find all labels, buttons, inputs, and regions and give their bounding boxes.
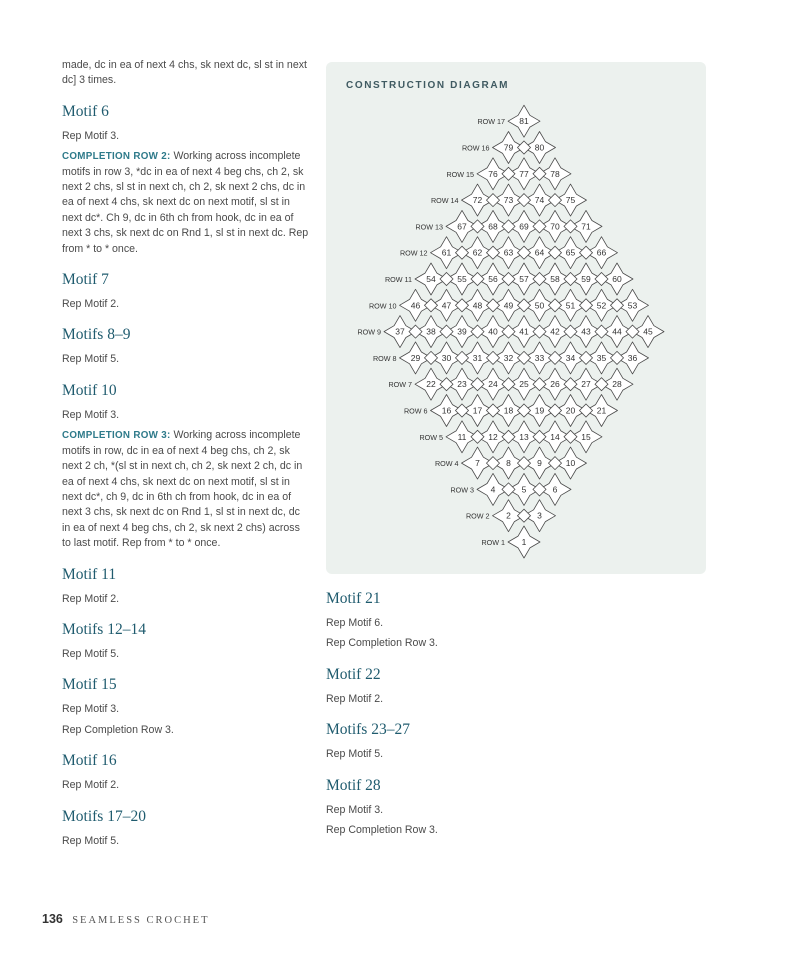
construction-diagram [326,62,706,574]
motif-number: 65 [565,247,576,258]
motif-number: 5 [521,484,527,495]
row-label: ROW 6 [403,406,428,416]
heading-motifs-12-14: Motifs 12–14 [62,620,146,638]
motif-number: 69 [519,221,529,232]
motif-number: 10 [565,458,576,469]
motif-number: 35 [596,352,607,363]
motif-number: 62 [472,247,483,258]
motif-number: 28 [612,379,622,390]
join-diamond [409,325,422,338]
heading-motif-11: Motif 11 [62,565,117,583]
left-column [62,58,310,854]
motif-number: 68 [488,221,498,232]
join-diamond [487,299,500,312]
motif-number: 38 [426,326,436,337]
motif-number: 22 [426,379,436,390]
join-diamond [487,194,500,207]
row-label: ROW 10 [368,301,397,311]
motif-number: 77 [519,168,529,179]
join-diamond [471,220,484,233]
motif-number: 78 [550,168,560,179]
motif-number: 46 [410,300,421,311]
join-diamond [595,325,608,338]
join-diamond [626,325,639,338]
motif-number: 42 [550,326,560,337]
join-diamond [518,351,531,364]
heading-motifs-8-9: Motifs 8–9 [62,326,131,344]
motif-number: 16 [441,405,452,416]
motifs-17-20-text: Rep Motif 5. [62,834,120,847]
motifs-8-9-text: Rep Motif 5. [62,353,120,366]
join-diamond [425,299,438,312]
join-diamond [487,457,500,470]
motif-number: 73 [503,195,514,206]
join-diamond [502,220,515,233]
page-footer [42,912,210,926]
join-diamond [580,404,593,417]
motif-number: 19 [534,405,545,416]
right-column [326,590,626,843]
motif-number: 2 [506,510,511,521]
book-title: SEAMLESS CROCHET [72,915,210,926]
motif-21-text-2: Rep Completion Row 3. [326,637,438,650]
heading-motif-28: Motif 28 [326,776,381,794]
motif-number: 81 [519,116,529,127]
join-diamond [518,509,531,522]
join-diamond [487,246,500,259]
motif-number: 18 [503,405,514,416]
intro-text: made, dc in ea of next 4 chs, sk next dc, sl st in next dc] 3 times. [62,59,307,87]
motif-number: 24 [488,379,498,390]
motif-number: 80 [534,142,545,153]
join-diamond [471,273,484,286]
join-diamond [487,351,500,364]
motif-number: 17 [472,405,483,416]
motif-number: 4 [490,484,496,495]
motif-number: 12 [488,431,498,442]
row-label: ROW 17 [477,117,505,127]
join-diamond [502,430,515,443]
row-label: ROW 15 [446,169,474,179]
motif-number: 13 [519,431,529,442]
row-label: ROW 16 [461,143,490,153]
heading-motif-21: Motif 21 [326,590,381,607]
join-diamond [595,378,608,391]
motif-number: 47 [441,300,452,311]
join-diamond [440,273,453,286]
motif-number: 74 [534,195,545,206]
motif-number: 58 [550,274,560,284]
join-diamond [518,246,531,259]
join-diamond [580,246,593,259]
row-label: ROW 9 [357,327,381,337]
motif-number: 3 [537,510,542,521]
motif-number: 11 [457,431,467,442]
motif-number: 20 [565,405,576,416]
row-label: ROW 4 [434,459,459,469]
join-diamond [471,430,484,443]
motif-number: 26 [550,379,560,390]
motifs-12-14-text: Rep Motif 5. [62,647,120,660]
join-diamond [611,299,624,312]
join-diamond [580,351,593,364]
heading-motifs-17-20: Motifs 17–20 [62,807,146,825]
motif-10-text: Rep Motif 3. [62,408,120,421]
motif-number: 70 [550,221,560,232]
join-diamond [502,325,515,338]
motif-number: 7 [475,458,480,469]
motif-number: 9 [537,458,542,469]
join-diamond [549,246,562,259]
motif-number: 67 [457,221,467,232]
completion-row-3 [62,428,310,551]
completion-row-3-text: Working across incomplete motifs in row, dc in ea of next 4 beg chs, ch 2, sk next 2 ch, *(sl st in next ch, ch 2, sk next 2 ch, dc in ea of next 4 chs, sk next dc on next motif, sl st in next dc*, ch 9, dc in 6th ch from hook, dc in ea of next 3 chs, sk next dc on Rnd 1, sl st in next dc, dc in ea of next 4 beg chs, ch 2, sk next 2 chs) across to last motif. Rep from * to * once. [62,429,303,550]
join-diamond [456,351,469,364]
row-label: ROW 1 [481,538,505,547]
join-diamond [518,299,531,312]
motif-28-text-1: Rep Motif 3. [326,803,384,816]
motif-number: 52 [596,300,607,311]
motif-number: 76 [488,168,498,179]
row-label: ROW 3 [450,485,474,495]
construction-diagram-panel [326,62,706,574]
motif-number: 72 [472,195,483,206]
motif-number: 21 [596,405,607,416]
row-label: ROW 11 [384,275,412,284]
motif-number: 56 [488,274,498,284]
motif-number: 40 [488,326,498,337]
join-diamond [564,430,577,443]
diagram-title: CONSTRUCTION DIAGRAM [346,80,510,91]
motif-number: 15 [581,431,591,442]
motif-number: 51 [565,300,576,311]
motif-15-text-2: Rep Completion Row 3. [62,723,174,736]
motif-number: 37 [395,326,405,337]
motif-number: 79 [503,142,514,153]
join-diamond [533,220,546,233]
motif-15-text-1: Rep Motif 3. [62,703,120,716]
join-diamond [533,430,546,443]
motif-21-text-1: Rep Motif 6. [326,617,384,629]
join-diamond [549,351,562,364]
join-diamond [518,141,531,154]
motif-number: 32 [503,352,514,363]
motif-number: 8 [506,458,511,469]
heading-motif-15: Motif 15 [62,676,117,694]
row-label: ROW 13 [415,222,443,232]
motif-number: 71 [581,221,591,232]
motif-number: 54 [426,274,436,284]
row-label: ROW 8 [372,353,397,363]
heading-motifs-23-27: Motifs 23–27 [326,721,410,739]
join-diamond [471,378,484,391]
motif-number: 60 [612,274,622,284]
motif-number: 31 [472,352,483,363]
join-diamond [456,404,469,417]
join-diamond [471,325,484,338]
join-diamond [564,220,577,233]
join-diamond [564,325,577,338]
join-diamond [487,404,500,417]
row-label: ROW 2 [465,511,490,521]
join-diamond [533,273,546,286]
completion-row-2-text: Working across incomplete motifs in row 3, *dc in ea of next 4 beg chs, ch 2, sk next 2 chs, sl st in next ch, ch 2, sk next 2 chs, dc in ea of next 4 chs, sk next dc on next motif, sl st in next dc*. Ch 9, dc in 6th ch from hook, dc in ea of next 3 chs, sk next dc on Rnd 1, sl st in next dc. Rep from * to * once. [62,150,309,255]
join-diamond [564,273,577,286]
motif-number: 75 [565,195,576,206]
join-diamond [518,194,531,207]
motif-7-text: Rep Motif 2. [62,298,120,311]
heading-motif-6: Motif 6 [62,102,109,120]
join-diamond [549,299,562,312]
motif-number: 14 [550,431,560,442]
motif-number: 43 [581,326,591,337]
join-diamond [549,457,562,470]
motif-11-text: Rep Motif 2. [62,592,120,605]
join-diamond [502,273,515,286]
join-diamond [533,378,546,391]
motif-number: 53 [627,300,638,311]
join-diamond [456,299,469,312]
motif-number: 64 [534,247,545,258]
motif-number: 25 [519,379,529,390]
page-number: 136 [42,912,63,926]
join-diamond [518,457,531,470]
join-diamond [518,404,531,417]
join-diamond [425,351,438,364]
join-diamond [440,378,453,391]
join-diamond [502,167,515,180]
motif-number: 39 [457,326,467,337]
completion-row-2-label: COMPLETION ROW 2: [62,151,171,163]
join-diamond [456,246,469,259]
motif-number: 45 [643,326,653,337]
motif-number: 1 [521,537,527,547]
motif-number: 44 [612,326,622,337]
completion-row-3-label: COMPLETION ROW 3: [62,430,171,442]
join-diamond [502,378,515,391]
motif-number: 55 [457,274,467,284]
heading-motif-10: Motif 10 [62,381,117,399]
motif-number: 6 [552,484,558,495]
motif-number: 33 [534,352,545,363]
motif-number: 27 [581,379,591,390]
motif-6-text: Rep Motif 3. [62,129,120,142]
join-diamond [440,325,453,338]
join-diamond [549,194,562,207]
motif-number: 63 [503,247,514,258]
motif-number: 36 [627,352,638,363]
motif-28-text-2: Rep Completion Row 3. [326,824,438,837]
motif-number: 29 [410,352,421,363]
join-diamond [502,483,515,496]
motif-number: 59 [581,274,591,284]
motif-number: 57 [519,274,529,284]
motif-16-text: Rep Motif 2. [62,779,120,792]
join-diamond [533,325,546,338]
join-diamond [580,299,593,312]
motif-number: 61 [441,247,452,258]
row-label: ROW 12 [399,248,428,258]
motif-number: 34 [565,352,576,363]
motif-number: 41 [519,326,529,337]
motifs-23-27-text: Rep Motif 5. [326,748,384,761]
motif-number: 23 [457,379,467,390]
motif-22-text: Rep Motif 2. [326,692,384,705]
motif-number: 50 [534,300,545,311]
heading-motif-22: Motif 22 [326,665,381,683]
motif-number: 48 [472,300,483,311]
heading-motif-7: Motif 7 [62,271,109,289]
join-diamond [564,378,577,391]
join-diamond [611,351,624,364]
motif-number: 49 [503,300,514,311]
row-label: ROW 7 [388,380,412,390]
join-diamond [549,404,562,417]
join-diamond [533,167,546,180]
row-label: ROW 5 [419,432,443,442]
heading-motif-16: Motif 16 [62,752,117,770]
motif-number: 66 [596,247,607,258]
completion-row-2 [62,149,310,257]
motif-number: 30 [441,352,452,363]
join-diamond [595,273,608,286]
row-label: ROW 14 [430,196,459,206]
join-diamond [533,483,546,496]
